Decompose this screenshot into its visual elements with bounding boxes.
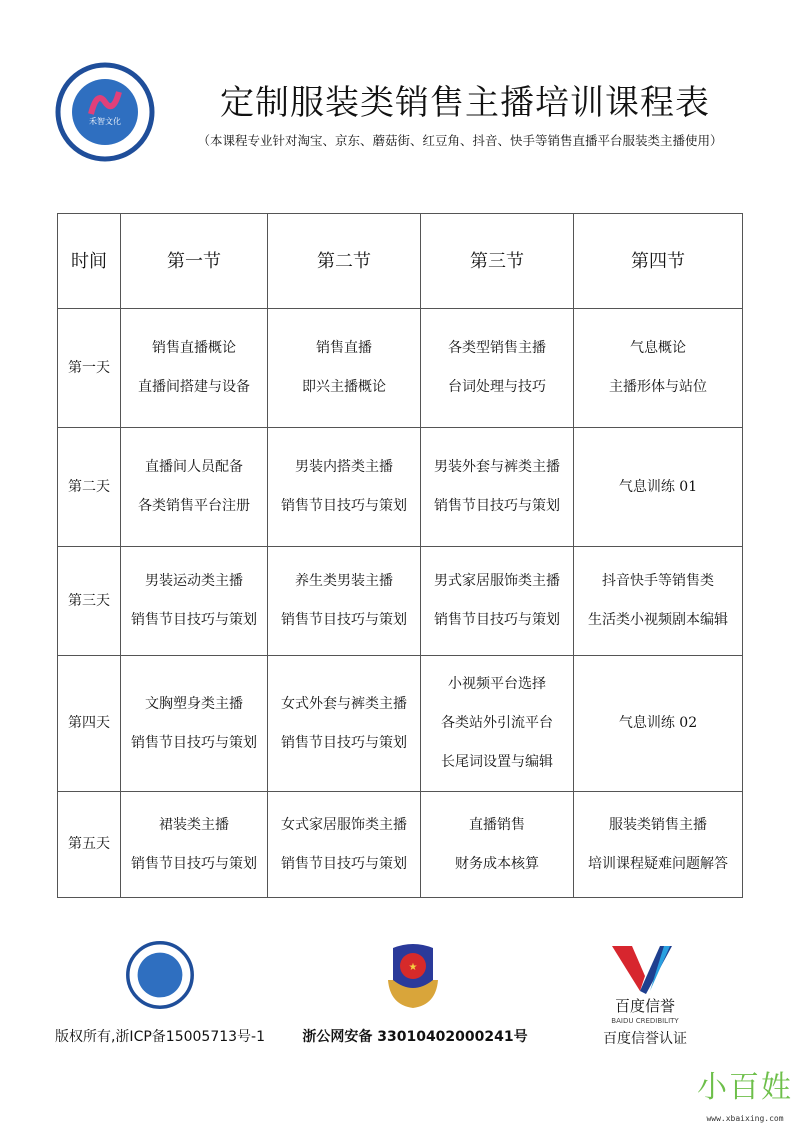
course-line: 生活类小视频剧本编辑: [588, 612, 728, 628]
course-cell: [121, 428, 268, 547]
course-cell: [268, 309, 421, 428]
page-subtitle: （本课程专业针对淘宝、京东、蘑菇街、红豆角、抖音、快手等销售直播平台服装类主播使用）: [197, 133, 723, 148]
course-cell: [121, 656, 268, 792]
svg-text:禾智文化: 禾智文化: [89, 117, 121, 126]
course-line: 销售节目技巧与策划: [131, 734, 257, 751]
course-cell: [421, 309, 574, 428]
course-line: 销售节目技巧与策划: [434, 498, 560, 514]
header-cell: 第二节: [268, 214, 421, 309]
course-schedule-table: [57, 213, 743, 898]
course-line: 即兴主播概论: [302, 379, 386, 395]
course-cell: [574, 309, 743, 428]
course-line: 销售节目技巧与策划: [281, 498, 407, 514]
baidu-credibility[interactable]: 百度信誉认证: [603, 1031, 687, 1047]
course-line: 财务成本核算: [455, 855, 539, 872]
header-cell: 第四节: [574, 214, 743, 309]
course-cell: [268, 656, 421, 792]
page-title: 定制服装类销售主播培训课程表: [220, 83, 710, 123]
course-line: 销售直播: [316, 340, 372, 356]
watermark-url: www.xbaixing.com: [706, 1114, 784, 1123]
header-cell: 第三节: [421, 214, 574, 309]
course-line: 销售节目技巧与策划: [281, 612, 407, 628]
course-line: 气息训练 01: [618, 478, 698, 495]
course-line: 裙装类主播: [159, 816, 229, 833]
course-line: 服装类销售主播: [609, 816, 707, 833]
day-cell: 第二天: [58, 428, 121, 547]
table-row: [58, 792, 743, 898]
day-cell: 第三天: [58, 547, 121, 656]
course-cell: [574, 656, 743, 792]
course-line: 直播间搭建与设备: [138, 379, 250, 395]
course-line: 直播间人员配备: [145, 459, 243, 475]
course-line: 气息训练 02: [618, 715, 698, 731]
table-row: [58, 309, 743, 428]
course-cell: [421, 547, 574, 656]
table-row: [58, 656, 743, 792]
day-cell: 第一天: [58, 309, 121, 428]
baidu-logo-en: BAIDU CREDIBILITY: [611, 1017, 679, 1025]
course-cell: [268, 792, 421, 898]
course-line: 女式家居服饰类主播: [281, 816, 407, 833]
course-line: 各类销售平台注册: [138, 498, 250, 514]
course-line: 销售节目技巧与策划: [281, 855, 407, 872]
course-line: 长尾词设置与编辑: [441, 754, 553, 770]
course-cell: [574, 547, 743, 656]
course-cell: [421, 428, 574, 547]
course-line: 台词处理与技巧: [448, 379, 546, 395]
header-cell: 第一节: [121, 214, 268, 309]
course-cell: [574, 792, 743, 898]
course-cell: [121, 547, 268, 656]
course-line: 销售节目技巧与策划: [131, 612, 257, 628]
course-line: 养生类男装主播: [295, 573, 393, 589]
baidu-logo-text: 百度信誉: [614, 997, 675, 1015]
day-cell: 第五天: [58, 792, 121, 898]
course-line: 主播形体与站位: [609, 379, 707, 395]
header-cell: 时间: [58, 214, 121, 309]
course-line: 销售节目技巧与策划: [131, 855, 257, 872]
course-line: 女式外套与裤类主播: [281, 695, 407, 712]
police-emblem-icon: [378, 940, 448, 1010]
course-line: 销售节目技巧与策划: [281, 734, 407, 751]
svg-text:★: ★: [408, 962, 418, 973]
course-line: 小视频平台选择: [448, 676, 546, 692]
company-logo: [55, 62, 155, 162]
course-cell: [121, 792, 268, 898]
company-seal-icon: [125, 940, 195, 1010]
course-cell: [268, 547, 421, 656]
course-line: 各类型销售主播: [448, 340, 546, 356]
day-cell: 第四天: [58, 656, 121, 792]
course-line: 抖音快手等销售类: [602, 573, 714, 589]
course-line: 男装外套与裤类主播: [434, 459, 560, 475]
course-line: 销售直播概论: [152, 340, 236, 356]
course-line: 培训课程疑难问题解答: [588, 855, 728, 872]
icp-record[interactable]: 版权所有,浙ICP备15005713号-1: [54, 1029, 265, 1045]
course-cell: [121, 309, 268, 428]
course-cell: [421, 792, 574, 898]
course-line: 销售节目技巧与策划: [434, 612, 560, 628]
police-record[interactable]: 浙公网安备 33010402000241号: [302, 1029, 528, 1045]
course-line: 直播销售: [469, 816, 525, 833]
course-cell: [421, 656, 574, 792]
table-row: [58, 428, 743, 547]
course-line: 男式家居服饰类主播: [434, 573, 560, 589]
course-line: 文胸塑身类主播: [145, 695, 243, 712]
watermark-logo: 小百姓: [697, 1070, 793, 1105]
course-cell: [268, 428, 421, 547]
baidu-credibility-logo: [612, 946, 678, 996]
course-line: 各类站外引流平台: [441, 715, 553, 731]
course-line: 男装运动类主播: [145, 573, 243, 589]
course-line: 气息概论: [630, 340, 686, 356]
course-cell: [574, 428, 743, 547]
table-row: [58, 547, 743, 656]
course-line: 男装内搭类主播: [295, 459, 393, 475]
